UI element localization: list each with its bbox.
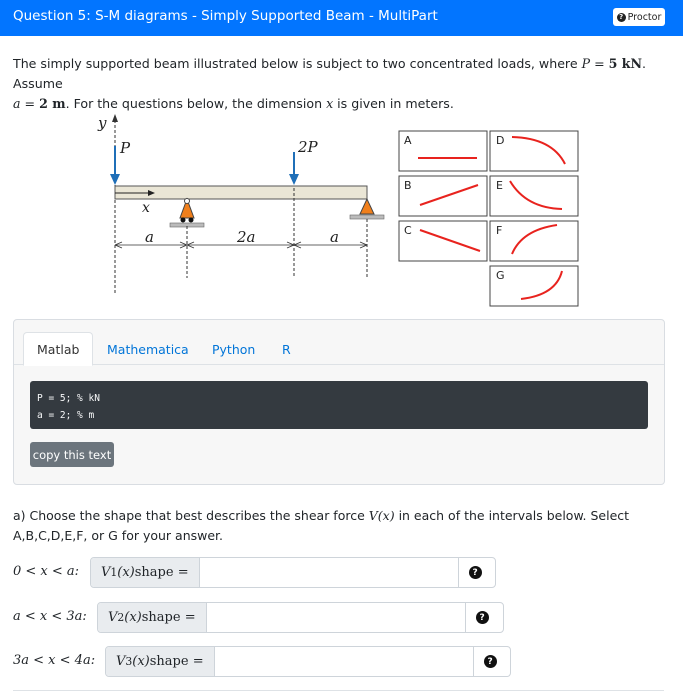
prefix-symbol-2: V <box>108 610 118 625</box>
shape-option-b <box>399 176 487 216</box>
answer-group-1 <box>90 557 496 588</box>
intro-text-4: is given in meters. <box>333 96 454 111</box>
language-tabs <box>14 320 664 365</box>
problem-statement <box>13 54 663 114</box>
y-axis-label: y <box>98 114 107 132</box>
intro-a-value: 2 m <box>39 96 66 111</box>
code-block <box>30 381 648 429</box>
code-line-p: P = 5; % kN <box>37 393 100 404</box>
question-prompt <box>13 506 673 546</box>
help-button-1[interactable] <box>458 558 492 587</box>
answer-prefix-2 <box>98 603 207 632</box>
answer-row-1 <box>13 557 503 588</box>
question-circle-icon: ? <box>617 13 626 22</box>
pin-support <box>170 199 204 228</box>
dim-a-right: a <box>330 228 339 246</box>
shape-label-f: F <box>496 224 503 237</box>
answer-row-2 <box>13 602 513 633</box>
question-header <box>0 0 683 36</box>
x-axis-label: x <box>142 200 150 216</box>
shape-label-c: C <box>404 224 412 237</box>
load-2p-arrowhead-icon <box>289 174 299 185</box>
section-divider <box>13 690 664 691</box>
roller-support <box>350 199 384 219</box>
prefix-sub-3: 3 <box>125 655 133 668</box>
shear-shape-input-2[interactable] <box>207 603 465 632</box>
prefix-arg-1: (x) <box>117 565 135 580</box>
answer-prefix-3 <box>106 647 215 676</box>
copy-text-button[interactable]: copy this text <box>30 442 114 467</box>
interval-label-3: 3a < x < 4a: <box>13 653 96 668</box>
y-axis-arrow-icon <box>112 114 118 122</box>
answer-prefix-1 <box>91 558 200 587</box>
beam-figure <box>97 114 384 293</box>
intro-text-1: The simply supported beam illustrated below is subject to two concentrated loads, where <box>13 56 582 71</box>
answer-row-3 <box>13 646 523 677</box>
shape-option-f <box>490 221 578 261</box>
load-2p-label: 2P <box>298 138 318 156</box>
tab-r[interactable]: R <box>282 341 291 357</box>
intro-p-value: 5 kN <box>608 56 643 71</box>
question-text-a: a) Choose the shape that best describes the shear force <box>13 508 369 523</box>
prefix-text-1: shape = <box>134 565 189 580</box>
intro-text-2: . Assume <box>13 56 647 91</box>
proctor-label: Proctor <box>627 11 662 23</box>
question-text-b: in each of the intervals below. Select A,B,C,D,E,F, or G for your answer. <box>13 508 630 543</box>
code-snippet-panel <box>13 319 665 485</box>
beam-diagram <box>90 108 590 313</box>
shape-options-grid <box>399 131 578 306</box>
prefix-arg-3: (x) <box>132 654 150 669</box>
question-circle-icon: ? <box>484 655 497 668</box>
proctor-button[interactable] <box>613 8 665 26</box>
shape-label-e: E <box>496 179 503 192</box>
intro-x-symbol: x <box>326 96 334 111</box>
prefix-sub-1: 1 <box>110 566 118 579</box>
intro-p-eq: = <box>590 56 609 71</box>
shape-label-d: D <box>496 134 505 147</box>
dim-2a: 2a <box>237 228 256 246</box>
help-button-3[interactable] <box>473 647 507 676</box>
answer-group-3 <box>105 646 511 677</box>
intro-text-3: . For the questions below, the dimension <box>65 96 327 111</box>
tab-matlab[interactable]: Matlab <box>23 332 93 366</box>
prefix-arg-2: (x) <box>124 610 142 625</box>
prefix-symbol-3: V <box>116 654 126 669</box>
intro-p-symbol: P <box>581 56 591 71</box>
help-button-2[interactable] <box>465 603 499 632</box>
tab-python[interactable]: Python <box>212 341 256 357</box>
prefix-sub-2: 2 <box>117 611 125 624</box>
shape-label-a: A <box>404 134 412 147</box>
prefix-text-3: shape = <box>149 654 204 669</box>
question-circle-icon: ? <box>476 611 489 624</box>
interval-label-2: a < x < 3a: <box>13 609 87 624</box>
load-p-arrowhead-icon <box>110 174 120 185</box>
shear-shape-input-3[interactable] <box>215 647 473 676</box>
question-circle-icon: ? <box>469 566 482 579</box>
shape-option-a <box>399 131 487 171</box>
question-title: Question 5: S-M diagrams - Simply Supported Beam - MultiPart <box>13 8 438 24</box>
answer-group-2 <box>97 602 504 633</box>
shape-option-g <box>490 266 578 306</box>
load-p-label: P <box>120 139 131 157</box>
shear-shape-input-1[interactable] <box>200 558 458 587</box>
interval-label-1: 0 < x < a: <box>13 564 80 579</box>
prefix-text-2: shape = <box>141 610 196 625</box>
prefix-symbol-1: V <box>101 565 111 580</box>
shape-option-d <box>490 131 578 171</box>
shape-option-c <box>399 221 487 261</box>
code-line-a: a = 2; % m <box>37 410 95 421</box>
shape-label-g: G <box>496 269 505 282</box>
shape-option-e <box>490 176 578 216</box>
dim-a-left: a <box>145 228 154 246</box>
intro-a-symbol: a <box>13 96 21 111</box>
intro-a-eq: = <box>20 96 40 111</box>
tab-mathematica[interactable]: Mathematica <box>107 341 189 357</box>
shape-label-b: B <box>404 179 412 192</box>
question-v-symbol: V(x) <box>368 508 395 523</box>
